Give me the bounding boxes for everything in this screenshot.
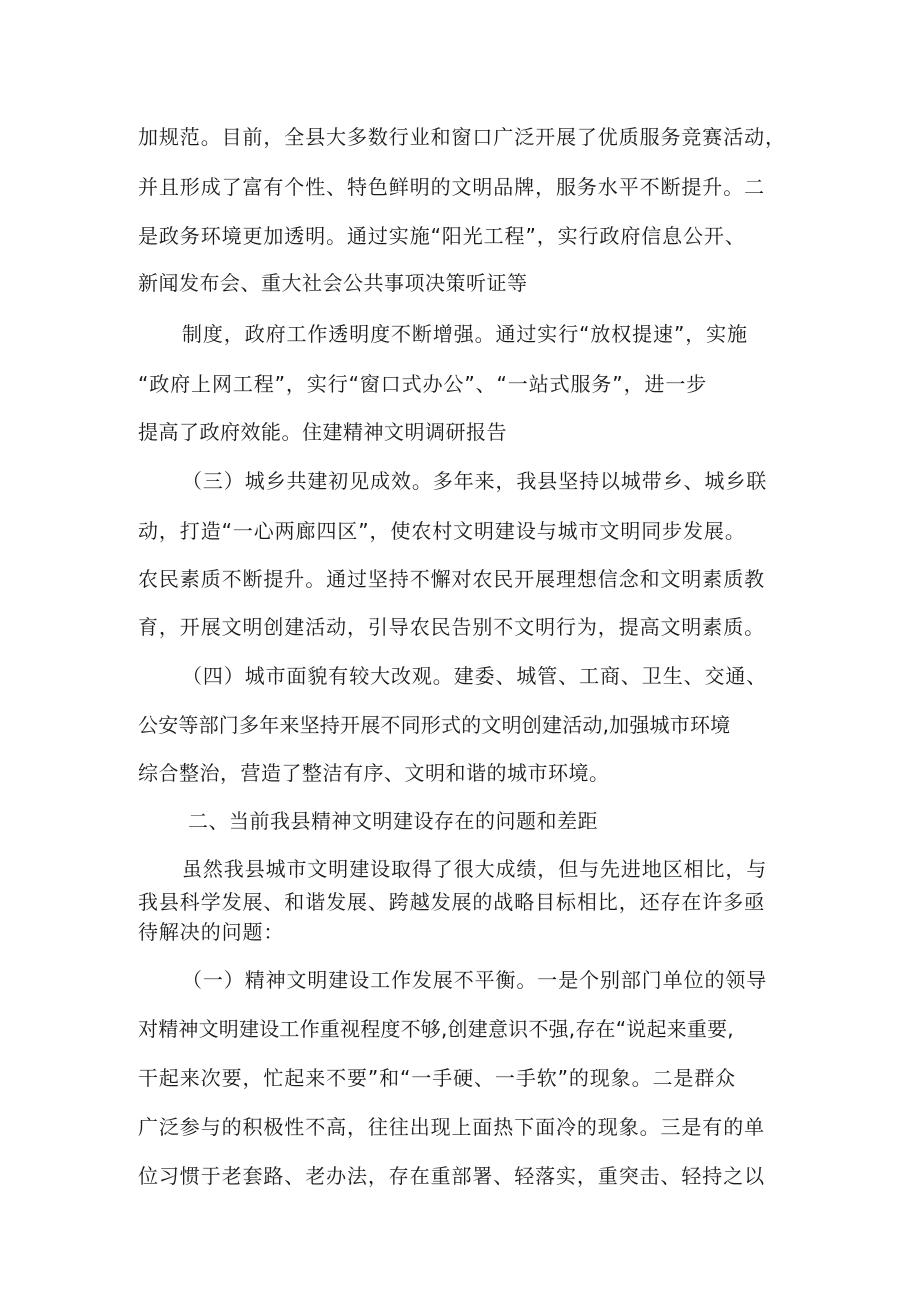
- text-line: 育，开展文明创建活动，引导农民告别不文明行为，提高文明素质。: [138, 615, 765, 639]
- text-line: 我县科学发展、和谐发展、跨越发展的战略目标相比，还存在许多亟: [138, 890, 765, 914]
- text-line: 农民素质不断提升。通过坚持不懈对农民开展理想信念和文明素质教: [138, 567, 765, 591]
- text-line: 对精神文明建设工作重视程度不够,创建意识不强,存在“说起来重要,: [138, 1017, 734, 1041]
- text-line: 待解决的问题：: [138, 920, 285, 944]
- text-line: 新闻发布会、重大社会公共事项决策听证等: [138, 271, 528, 295]
- text-line: 广泛参与的积极性不高，往往出现上面热下面冷的现象。三是有的单: [138, 1115, 765, 1139]
- text-line: 干起来次要，忙起来不要”和“一手硬、一手软”的现象。二是群众: [138, 1066, 737, 1090]
- text-line: 综合整治，营造了整洁有序、文明和谐的城市环境。: [138, 761, 610, 785]
- text-line: 公安等部门多年来坚持开展不同形式的文明创建活动,加强城市环境: [138, 713, 731, 737]
- text-line: “政府上网工程”，实行“窗口式办公”、“一站式服务”，进一步: [138, 372, 708, 396]
- text-line: （四）城市面貌有较大改观。建委、城管、工商、卫生、交通、: [182, 664, 768, 688]
- text-line: （一）精神文明建设工作发展不平衡。一是个别部门单位的领导: [182, 968, 768, 992]
- text-line: 提高了政府效能。住建精神文明调研报告: [138, 420, 507, 444]
- text-line: 并且形成了富有个性、特色鲜明的文明品牌，服务水平不断提升。二: [138, 175, 765, 199]
- text-line: 制度，政府工作透明度不断增强。通过实行“放权提速”，实施: [182, 322, 748, 346]
- text-line: （三）城乡共建初见成效。多年来，我县坚持以城带乡、城乡联: [182, 469, 768, 493]
- text-line: 虽然我县城市文明建设取得了很大成绩，但与先进地区相比，与: [182, 857, 768, 881]
- text-line: 是政务环境更加透明。通过实施“阳光工程”，实行政府信息公开、: [138, 224, 746, 248]
- text-line: 位习惯于老套路、老办法，存在重部署、轻落实，重突击、轻持之以: [138, 1164, 765, 1188]
- text-line: 动，打造“一心两廊四区”，使农村文明建设与城市文明同步发展。: [138, 519, 746, 543]
- section-heading: 二、当前我县精神文明建设存在的问题和差距: [188, 809, 598, 833]
- text-line: 加规范。目前，全县大多数行业和窗口广泛开展了优质服务竞赛活动，: [138, 125, 786, 149]
